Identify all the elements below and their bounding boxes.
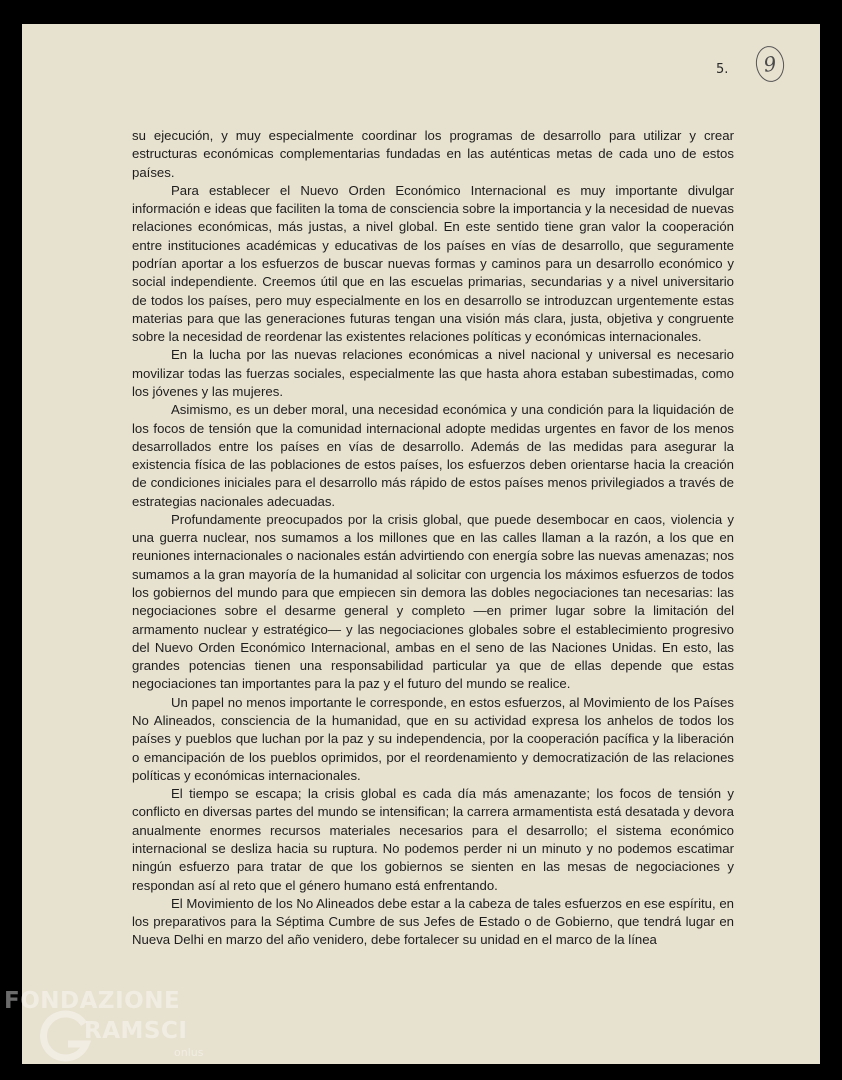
paragraph: En la lucha por las nuevas relaciones económicas a nivel nacional y universal es necesario movilizar todas las fuerzas sociales, especialmente las que hasta ahora estaban subestimadas, como los jóvenes y las mujeres.	[132, 347, 734, 399]
paragraph: Un papel no menos importante le corresponde, en estos esfuerzos, al Movimiento de los Países No Alineados, consciencia de la humanidad, que en su actividad expresa los anhelos de todos los países y pueblos que luchan por la paz y su independencia, por la cooperación pacífica y la liberación o emancipación de los pueblos oprimidos, por el reordenamiento y democratización de las relaciones políticas y económicas internacionales.	[132, 694, 734, 783]
paragraph: su ejecución, y muy especialmente coordinar los programas de desarrollo para utilizar y crear estructuras económicas complementarias fundadas en las auténticas metas de cada uno de estos países.	[132, 128, 734, 180]
paragraph: Profundamente preocupados por la crisis global, que puede desembocar en caos, violencia y una guerra nuclear, nos sumamos a los millones que en las calles llaman a la razón, a los que en reuniones internacionales o nacionales están advirtiendo con energía sobre las nuevas amenazas; nos sumamos a la gran mayoría de la humanidad al solicitar con urgencia los máximos esfuerzos de todos los gobiernos del mundo para que empiecen sin demora las dobles negociaciones tan necesarias: las negociaciones sobre el desarme general y completo —en primer lugar sobre la limitación del armamento nuclear y estratégico— y las negociaciones globales sobre el establecimiento progresivo del Nuevo Orden Económico Internacional, ambas en el seno de las Naciones Unidas. En esto, las grandes potencias tienen una responsabilidad particular ya que de ellas depende que estas negociaciones tan importantes para la paz y el futuro del mundo se realice.	[132, 511, 734, 692]
paragraph: El tiempo se escapa; la crisis global es cada día más amenazante; los focos de tensión y conflicto en diversas partes del mundo se intensifican; la carrera armamentista está desatada y devora anualmente enormes recursos materiales necesarios para el desarrollo; el sistema económico internacional se desliza hacia su ruptura. No podemos perder ni un minuto y no podemos escatimar ningún esfuerzo para tratar de que los gobiernos se sienten en las mesas de negociaciones y respondan así al reto que el género humano está enfrentando.	[132, 786, 734, 893]
watermark-line-1: FONDAZIONE	[4, 988, 181, 1014]
fondazione-gramsci-watermark	[4, 988, 214, 1080]
paragraph: El Movimiento de los No Alineados debe estar a la cabeza de tales esfuerzos en ese espíritu, en los preparativos para la Séptima Cumbre de sus Jefes de Estado o de Gobierno, que tendrá lugar en Nueva Delhi en marzo del año venidero, debe fortalecer su unidad en el marco de la línea	[132, 895, 734, 948]
document-body	[132, 127, 734, 950]
page-number: 5.	[716, 62, 729, 77]
watermark-line-2: RAMSCI	[84, 1018, 188, 1044]
paragraph: Asimismo, es un deber moral, una necesidad económica y una condición para la liquidación de los focos de tensión que la comunidad internacional adopte medidas urgentes en favor de los menos desarrollados entre los países en vías de desarrollo. Además de las medidas para asegurar la existencia física de las poblaciones de estos países, los esfuerzos deben orientarse hacia la creación de condiciones iniciales para el desarrollo más rápido de estos países menos privilegiados a través de estrategias nacionales adecuadas.	[132, 402, 734, 509]
handwritten-page-mark: 9	[754, 44, 787, 84]
watermark-line-3: onlus	[174, 1046, 204, 1059]
paragraph: Para establecer el Nuevo Orden Económico Internacional es muy importante divulgar información e ideas que faciliten la toma de consciencia sobre la importancia y la necesidad de nuevas relaciones económicas, más justas, a nivel global. En este sentido tiene gran valor la cooperación entre instituciones académicas y educativas de los países en vías de desarrollo, que seguramente podrían aportar a los esfuerzos de buscar nuevas formas y caminos para un desarrollo económico y social independiente. Creemos útil que en las escuelas primarias, secundarias y a nivel universitario de todos los países, pero muy especialmente en los en desarrollo se introduzcan urgentemente estas materias para que las generaciones futuras tengan una visión más clara, justa, objetiva y congruente sobre la necesidad de reordenar las existentes relaciones políticas y económicas internacionales.	[132, 182, 734, 345]
